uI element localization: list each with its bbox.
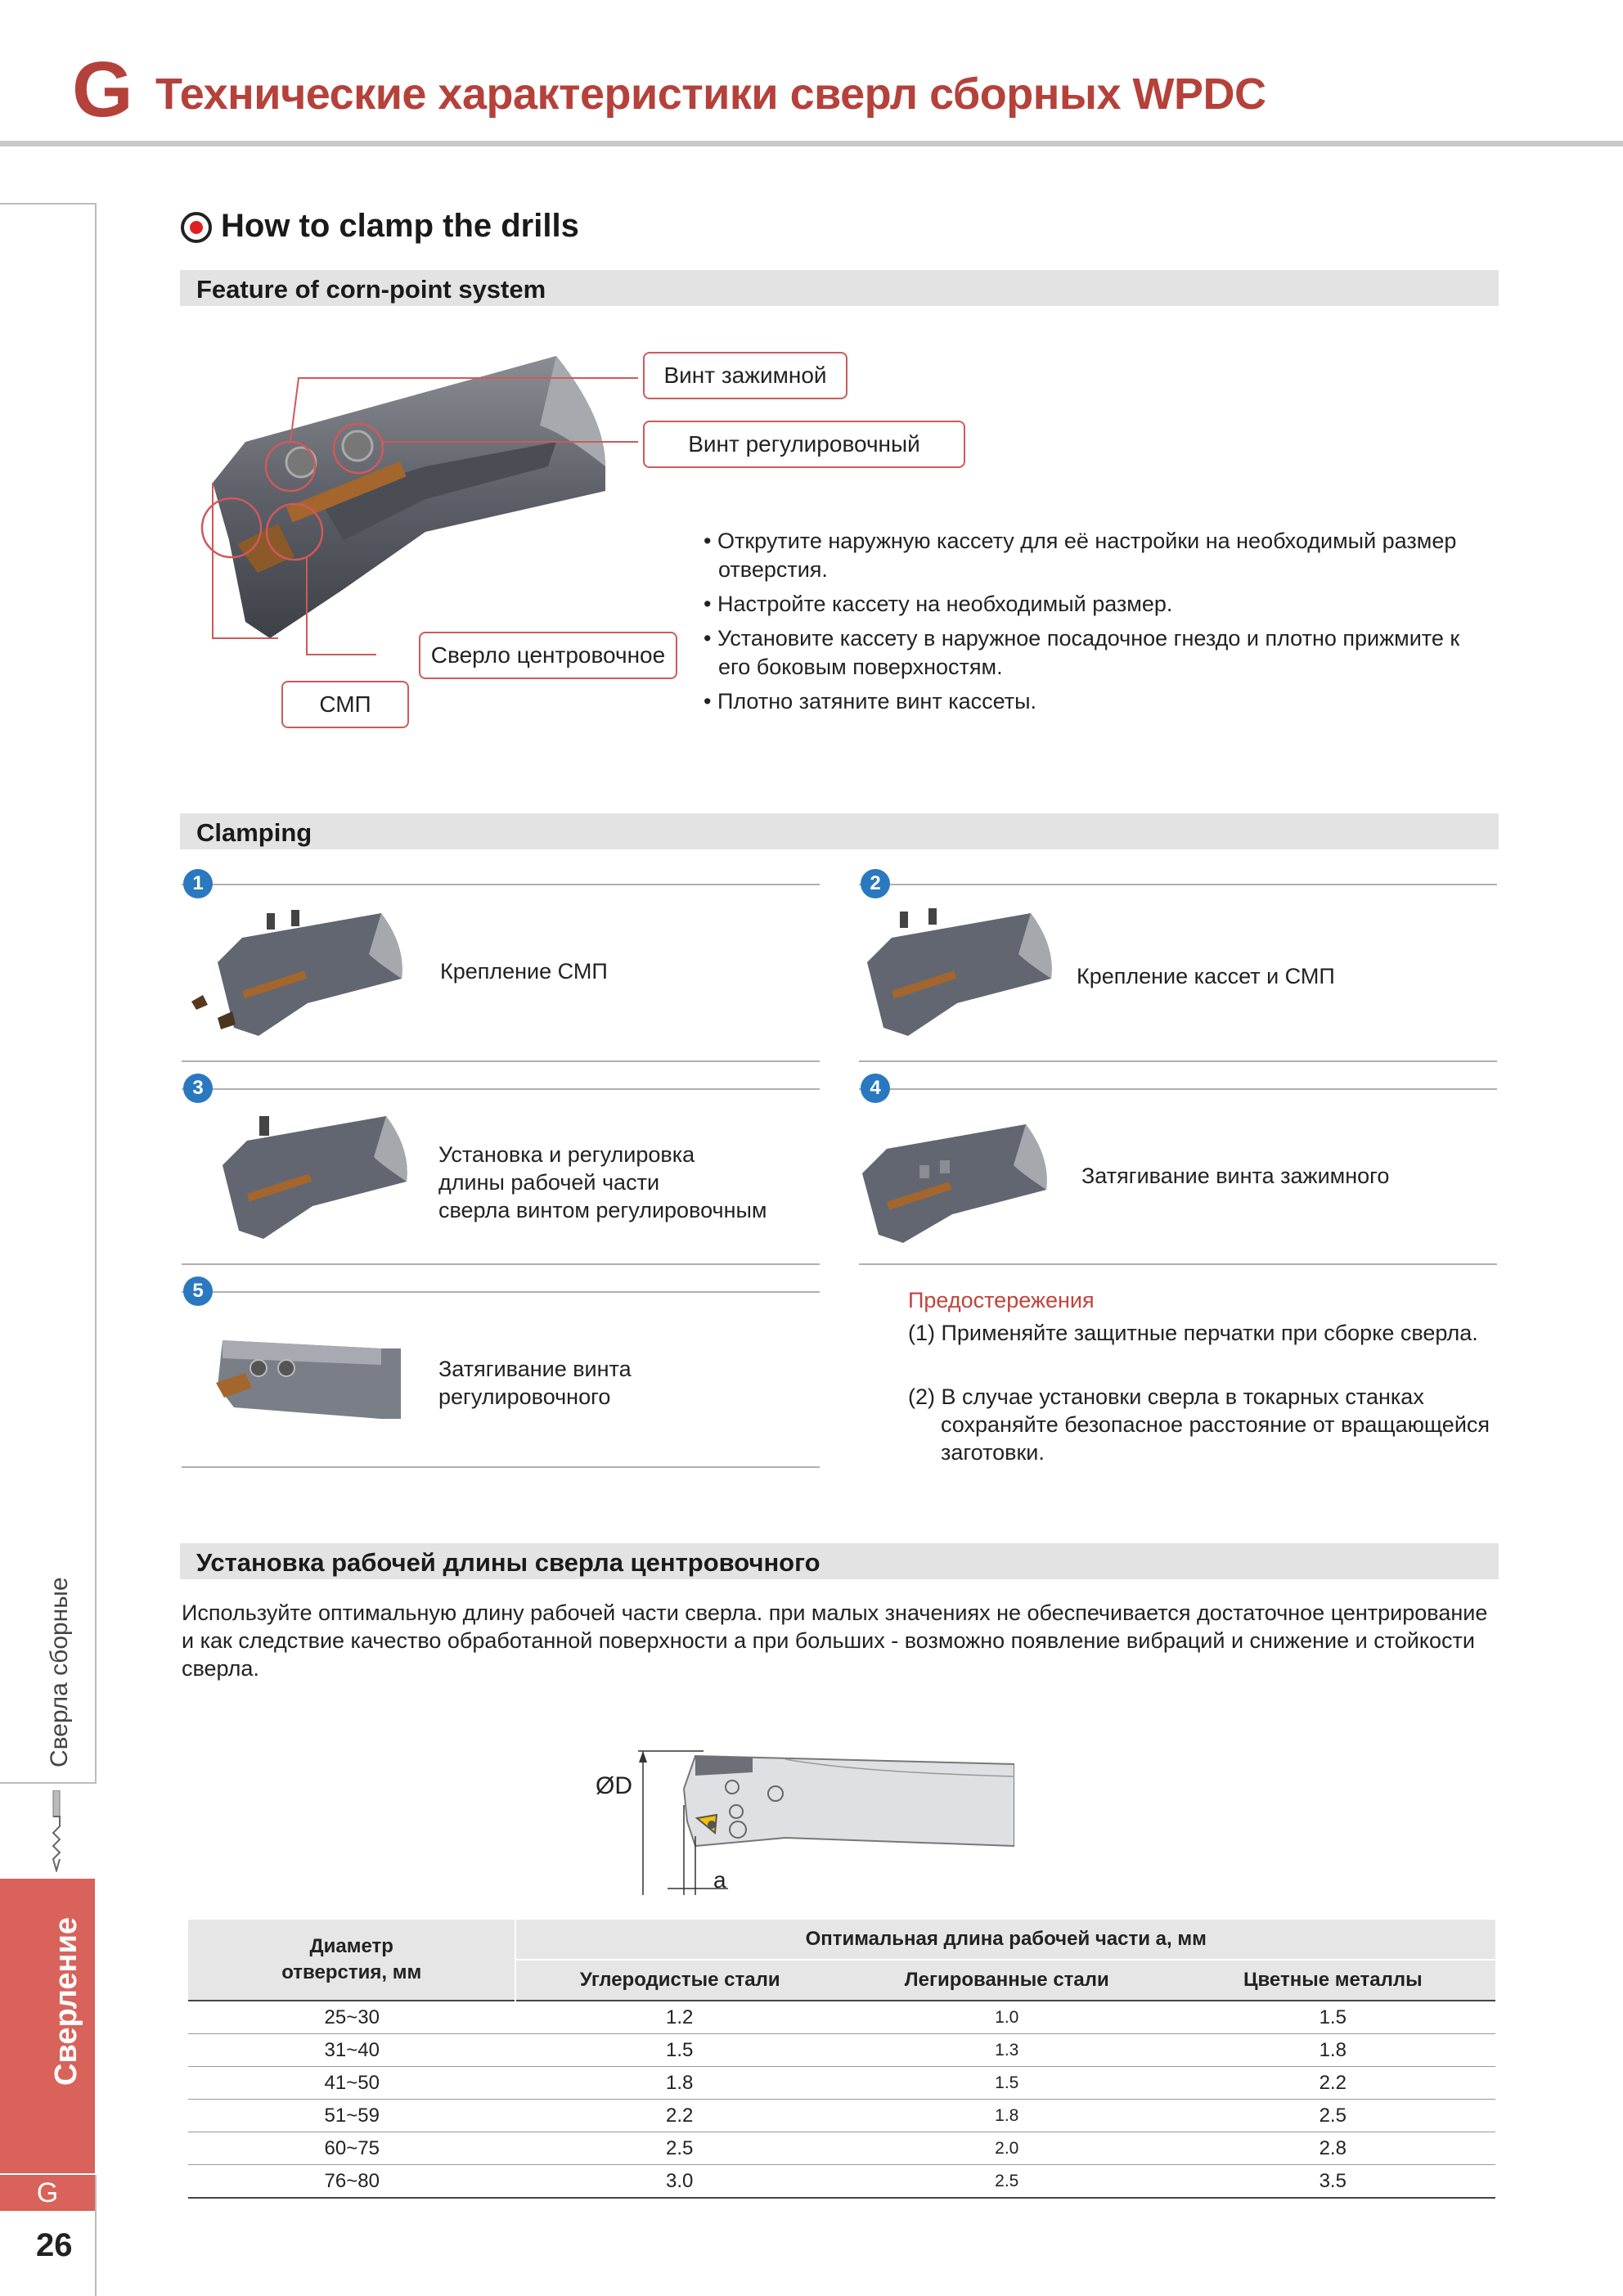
col-nonferrous: Цветные металлы xyxy=(1171,1960,1495,2001)
cell-diameter: 60~75 xyxy=(188,2132,515,2165)
cell-diameter: 41~50 xyxy=(188,2067,515,2100)
step-number: 1 xyxy=(183,869,213,898)
cell-nonferrous: 1.5 xyxy=(1171,2001,1495,2034)
cell-carbon: 2.2 xyxy=(515,2100,843,2132)
cell-nonferrous: 2.2 xyxy=(1171,2067,1495,2100)
cell-diameter: 76~80 xyxy=(188,2165,515,2199)
feature-instructions xyxy=(700,527,1486,722)
page-number: 26 xyxy=(36,2227,73,2263)
cell-alloy: 2.5 xyxy=(843,2165,1171,2199)
step-2-illustration xyxy=(851,905,1055,1044)
step-3-text: Установка и регулировка длины рабочей части сверла винтом регулировочным xyxy=(438,1142,767,1222)
callout-adjust-screw: Винт регулировочный xyxy=(643,421,965,468)
rail-divider xyxy=(0,203,95,205)
step-4-text: Затягивание винта зажимного xyxy=(1081,1164,1390,1188)
cell-nonferrous: 1.8 xyxy=(1171,2034,1495,2067)
step-number: 4 xyxy=(861,1074,890,1103)
target-icon xyxy=(180,211,213,244)
instruction-item: • Плотно затяните винт кассеты. xyxy=(704,689,1037,714)
step-divider xyxy=(182,1088,820,1090)
chapter-tab-letter: G xyxy=(0,2175,95,2211)
instruction-item: • Открутите наружную кассету для её настройки на необходимый размер отверстия. xyxy=(704,529,1457,582)
step-number: 5 xyxy=(183,1276,213,1306)
feature-band: Feature of corn-point system xyxy=(180,270,1499,306)
cell-nonferrous: 2.8 xyxy=(1171,2132,1495,2165)
cell-nonferrous: 2.5 xyxy=(1171,2100,1495,2132)
warning-item: (2) В случае установки сверла в токарных станках сохраняйте безопасное расстояние от вращающейся заготовки. xyxy=(908,1384,1490,1465)
cell-diameter: 25~30 xyxy=(188,2001,515,2034)
step-divider xyxy=(859,1263,1497,1265)
step-divider xyxy=(182,1263,820,1265)
length-band: Установка рабочей длины сверла центровочного xyxy=(180,1543,1499,1579)
clamping-band: Clamping xyxy=(180,813,1499,849)
table-row xyxy=(188,2067,1495,2100)
page-title: Технические характеристики сверл сборных WPDC xyxy=(155,70,1266,119)
cell-alloy: 1.3 xyxy=(843,2034,1171,2067)
step-divider xyxy=(182,1466,820,1468)
col-alloy: Легированные стали xyxy=(843,1960,1171,2001)
dim-diameter-label: ØD xyxy=(596,1772,632,1799)
table-row xyxy=(188,2034,1495,2067)
cell-nonferrous: 3.5 xyxy=(1171,2165,1495,2199)
callout-center-drill: Сверло центровочное xyxy=(419,632,677,679)
section-heading xyxy=(180,208,579,245)
cell-carbon: 1.2 xyxy=(515,2001,843,2034)
step-number: 3 xyxy=(183,1074,213,1103)
cell-carbon: 2.5 xyxy=(515,2132,843,2165)
cell-carbon: 1.8 xyxy=(515,2067,843,2100)
cell-carbon: 1.5 xyxy=(515,2034,843,2067)
length-table xyxy=(188,1920,1495,2199)
step-5-text: Затягивание винта регулировочного xyxy=(438,1357,632,1409)
dim-a-label: a xyxy=(713,1867,726,1893)
step-divider xyxy=(859,1060,1497,1062)
cell-alloy: 2.0 xyxy=(843,2132,1171,2165)
step-1-illustration xyxy=(185,905,406,1044)
step-2-text: Крепление кассет и СМП xyxy=(1077,964,1335,988)
drill-icon xyxy=(46,1790,67,1872)
callout-clamp-screw: Винт зажимной xyxy=(643,352,847,399)
instruction-item: • Установите кассету в наружное посадочное гнездо и плотно прижмите к его боковым поверхностям. xyxy=(704,626,1460,679)
cell-alloy: 1.8 xyxy=(843,2100,1171,2132)
rail-divider xyxy=(95,203,97,1782)
table-row xyxy=(188,2132,1495,2165)
step-divider xyxy=(182,1060,820,1062)
col-carbon: Углеродистые стали xyxy=(515,1960,843,2001)
step-divider xyxy=(859,884,1497,885)
warnings-title: Предостережения xyxy=(908,1288,1095,1312)
step-number: 2 xyxy=(861,869,890,898)
rail-divider xyxy=(0,1782,97,1784)
col-diameter: Диаметр отверстия, мм xyxy=(188,1920,515,2001)
drill-length-diagram xyxy=(589,1740,1014,1903)
step-5-illustration xyxy=(209,1329,401,1427)
cell-diameter: 31~40 xyxy=(188,2034,515,2067)
step-divider xyxy=(182,884,820,885)
warning-item: (1) Применяйте защитные перчатки при сборке сверла. xyxy=(908,1321,1478,1345)
header-rule xyxy=(0,141,1623,146)
cell-alloy: 1.5 xyxy=(843,2067,1171,2100)
table-row xyxy=(188,2100,1495,2132)
length-paragraph: Используйте оптимальную длину рабочей части сверла. при малых значениях не обеспечивается достаточное центрирование и как следствие качество обработанной поверхности а при больших - возможно появление вибраций и снижение и стойкости сверла. xyxy=(182,1600,1488,1681)
step-divider xyxy=(859,1088,1497,1090)
chapter-tab-label: Сверление xyxy=(49,1917,83,2086)
drill-assembly-illustration xyxy=(180,344,638,671)
rail-divider xyxy=(95,2175,97,2296)
cell-carbon: 3.0 xyxy=(515,2165,843,2199)
cell-diameter: 51~59 xyxy=(188,2100,515,2132)
instruction-item: • Настройте кассету на необходимый размер. xyxy=(704,592,1173,616)
section-heading-text: How to clamp the drills xyxy=(221,208,579,244)
step-divider xyxy=(182,1291,820,1293)
cell-alloy: 1.0 xyxy=(843,2001,1171,2034)
col-group-header: Оптимальная длина рабочей части a, мм xyxy=(515,1920,1495,1960)
chapter-letter: G xyxy=(72,46,133,133)
step-4-illustration xyxy=(854,1108,1050,1247)
step-1-text: Крепление СМП xyxy=(440,959,608,984)
rail-section-label: Сверла сборные xyxy=(46,1577,73,1767)
table-row xyxy=(188,2165,1495,2199)
table-row xyxy=(188,2001,1495,2034)
step-3-illustration xyxy=(214,1108,411,1247)
callout-insert: СМП xyxy=(281,681,409,728)
